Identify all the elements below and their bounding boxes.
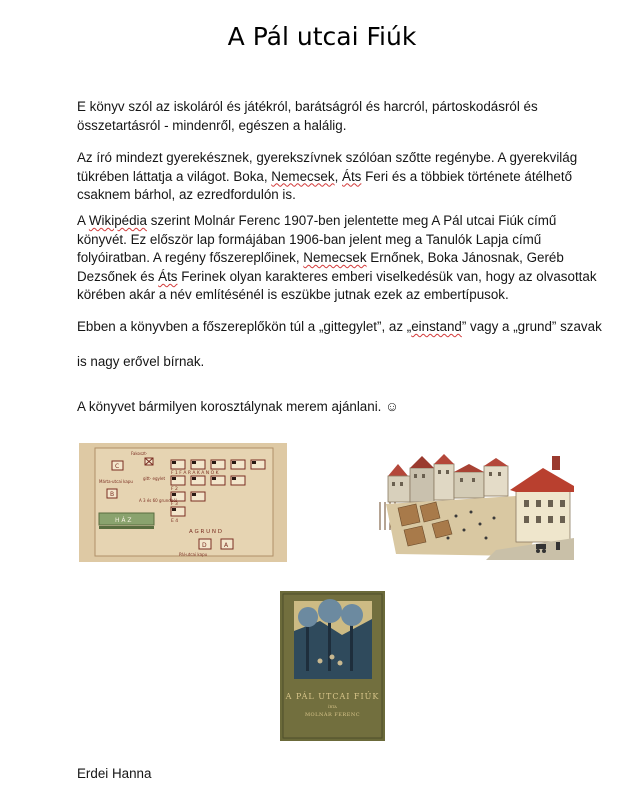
spellcheck-word: Nemecsek bbox=[271, 168, 335, 184]
grund-illustration-drawing bbox=[376, 446, 574, 560]
grund-illustration-image bbox=[376, 446, 574, 560]
map-label-f3: F 3 bbox=[171, 502, 178, 507]
map-label-f2: F 2 bbox=[171, 487, 178, 492]
map-label-grund: A G R U N D bbox=[189, 529, 222, 535]
cover-title: A PÁL UTCAI FIÚK bbox=[285, 692, 380, 701]
paragraph-wikipedia: A Wikipédia szerint Molnár Ferenc 1907-ben jelentette meg A Pál utcai Fiúk című könyvét. Ez először lap formájában 1906-ban jelent meg a Tanulók Lapja című folyóiratban. A regény főszereplőinek, Nemecsek Ernőnek, Boka Jánosnak, Geréb Dezsőnek és Áts Ferinek olyan karakteres emberi viselkedésük van, hogy az olvasottak körében akár a név említésénél is eszükbe jutnak ezek az embertípusok. bbox=[77, 213, 597, 303]
map-label-c: C bbox=[115, 463, 120, 470]
map-label-d: D bbox=[202, 542, 207, 549]
map-label-marton: Márta-utcai kapu bbox=[99, 479, 133, 484]
paragraph-words: Ebben a könyvben a főszereplőkön túl a „gittegylet”, az „einstand” vagy a „grund” szavak bbox=[77, 319, 602, 334]
author-signature: Erdei Hanna bbox=[77, 766, 152, 781]
paragraph-intro: E könyv szól az iskoláról és játékról, barátságról és harcról, pártoskodásról és összetartásról - mindenről, egészen a halálig. bbox=[77, 99, 538, 133]
cover-sub: ÍRTA bbox=[328, 705, 337, 709]
map-label-fakoszt: Fakoszt- bbox=[131, 451, 148, 456]
map-label-haz: H Á Z bbox=[115, 517, 132, 524]
paragraph-words-cont: is nagy erővel bírnak. bbox=[77, 354, 205, 369]
map-label-e: E 4 bbox=[171, 519, 179, 524]
spellcheck-word: einstand bbox=[411, 319, 462, 334]
grund-map-drawing bbox=[79, 443, 287, 562]
grund-map-image bbox=[79, 443, 287, 562]
cover-author: MOLNÁR FERENC bbox=[304, 712, 361, 718]
map-label-pal: Pál-utcai kapu bbox=[179, 552, 208, 557]
page-title: A Pál utcai Fiúk bbox=[227, 22, 417, 51]
book-cover-image bbox=[280, 591, 385, 741]
book-cover-drawing bbox=[280, 591, 385, 741]
map-label-gittegylet: gitt- egylet bbox=[143, 476, 166, 481]
spellcheck-word: Áts bbox=[342, 168, 362, 184]
map-label-fort: A 3 és 60 grundból bbox=[139, 498, 177, 503]
spellcheck-word: Áts bbox=[158, 268, 178, 284]
spellcheck-word: Wikipédia bbox=[88, 213, 147, 228]
spellcheck-word: Nemecsek bbox=[303, 250, 367, 266]
map-label-b: B bbox=[110, 491, 115, 498]
map-label-a: A bbox=[224, 542, 229, 549]
paragraph-recommend: A könyvet bármilyen korosztálynak merem ajánlani. ☺ bbox=[77, 399, 399, 414]
paragraph-author-view: Az író mindezt gyerekésznek, gyerekszívnek szólóan szőtte regénybe. A gyerekvilág tükrében láttatja a világot. Boka, Nemecsek, Áts Feri és a többiek története átélhető csaknem bárhol, az ezredfordulón is. bbox=[77, 150, 578, 203]
map-label-fraskandok: F 1 F A R A K A N O K bbox=[171, 471, 219, 476]
